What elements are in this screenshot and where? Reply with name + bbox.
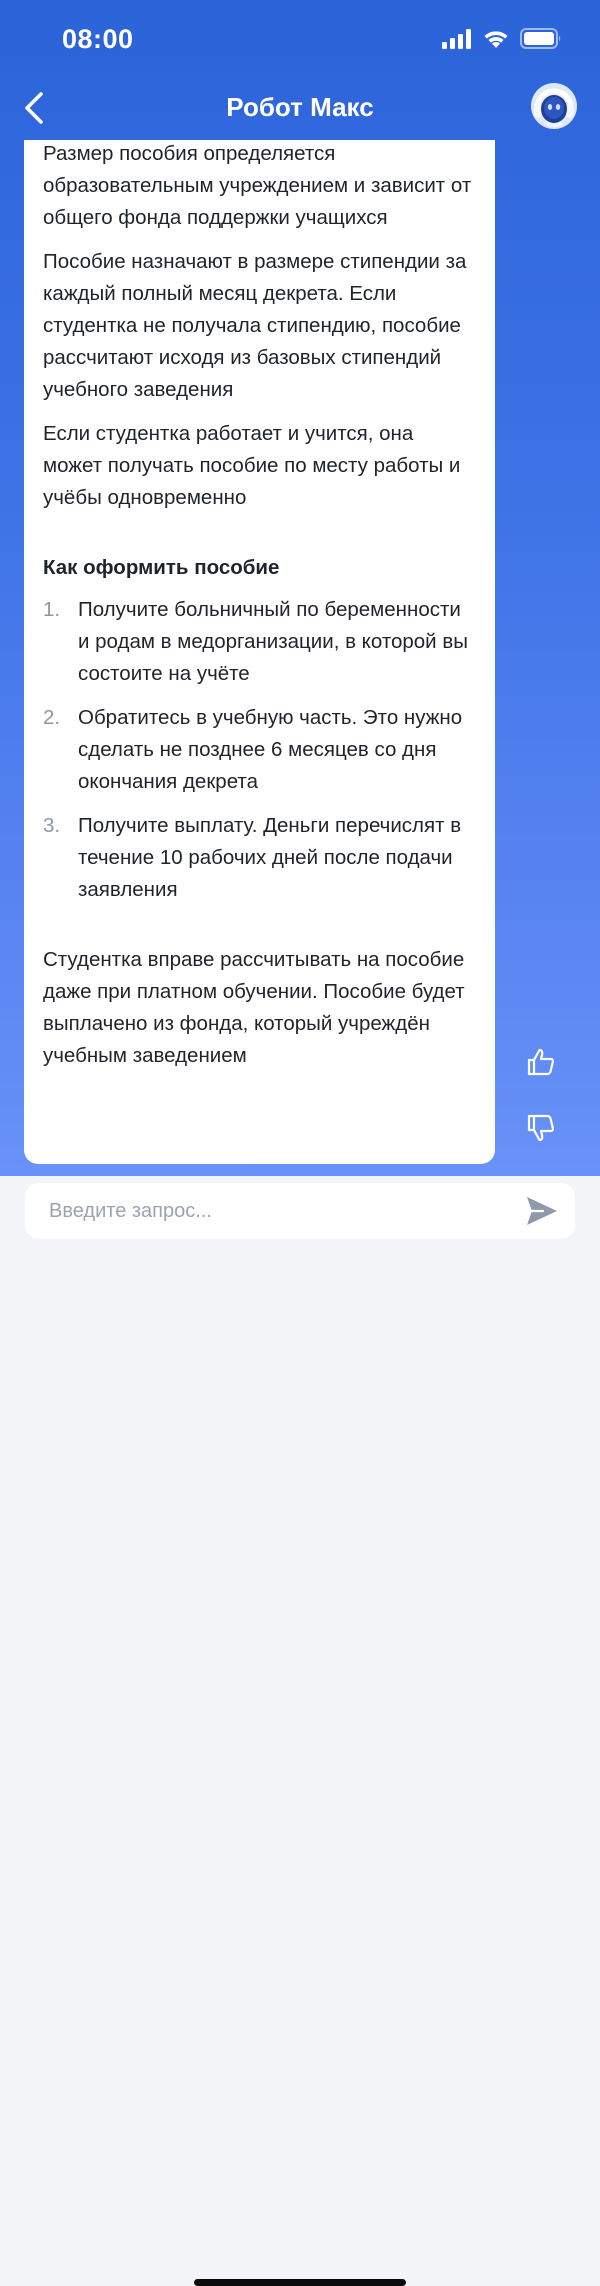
send-icon xyxy=(525,1195,559,1227)
section-title: Как оформить пособие xyxy=(43,556,280,579)
home-indicator[interactable] xyxy=(194,2279,406,2286)
dislike-button[interactable] xyxy=(526,1113,556,1143)
status-bar xyxy=(0,0,600,80)
wifi-icon xyxy=(482,29,510,49)
input-box xyxy=(25,1183,575,1239)
step-text: Получите выплату. Деньги перечислят в течение 10 рабочих дней после подачи заявления xyxy=(78,814,462,901)
list-item xyxy=(43,594,475,690)
battery-icon xyxy=(520,28,562,49)
thumbs-down-icon xyxy=(526,1113,556,1143)
step-text: Получите больничный по беременности и родам в медорганизации, в которой вы состоите на учёте xyxy=(78,598,468,685)
step-number: 1. xyxy=(43,598,61,621)
cellular-signal-icon xyxy=(442,29,472,49)
input-area xyxy=(0,1176,600,1297)
query-input[interactable] xyxy=(49,1183,509,1239)
chat-header xyxy=(0,80,600,140)
page-title: Робот Макс xyxy=(226,92,374,122)
list-item xyxy=(43,702,475,798)
status-time: 08:00 xyxy=(62,24,134,54)
message-paragraph: Если студентка работает и учится, она может получать пособие по месту работы и учёбы одновременно xyxy=(43,422,461,509)
send-button[interactable] xyxy=(525,1195,559,1227)
avatar[interactable] xyxy=(530,82,578,130)
robot-avatar-icon xyxy=(530,82,578,130)
message-paragraph: Пособие назначают в размере стипендии за каждый полный месяц декрета. Если студентка не получала стипендию, пособие рассчитают исходя из базовых стипендий учебного заведения xyxy=(43,250,467,401)
message-paragraph: Студентка вправе рассчитывать на пособие даже при платном обучении. Пособие будет выплачено из фонда, который учреждён учебным заведением xyxy=(43,948,465,1067)
bot-message-bubble xyxy=(24,140,495,1164)
step-text: Обратитесь в учебную часть. Это нужно сделать не позднее 6 месяцев со дня окончания декрета xyxy=(78,706,463,793)
thumbs-up-icon xyxy=(526,1047,556,1077)
message-paragraph: Размер пособия определяется образовательным учреждением и зависит от общего фонда поддержки учащихся xyxy=(43,142,472,229)
step-number: 3. xyxy=(43,814,61,837)
steps-list xyxy=(43,594,475,906)
status-icons xyxy=(442,28,562,49)
step-number: 2. xyxy=(43,706,61,729)
list-item xyxy=(43,810,475,906)
like-button[interactable] xyxy=(526,1047,556,1077)
